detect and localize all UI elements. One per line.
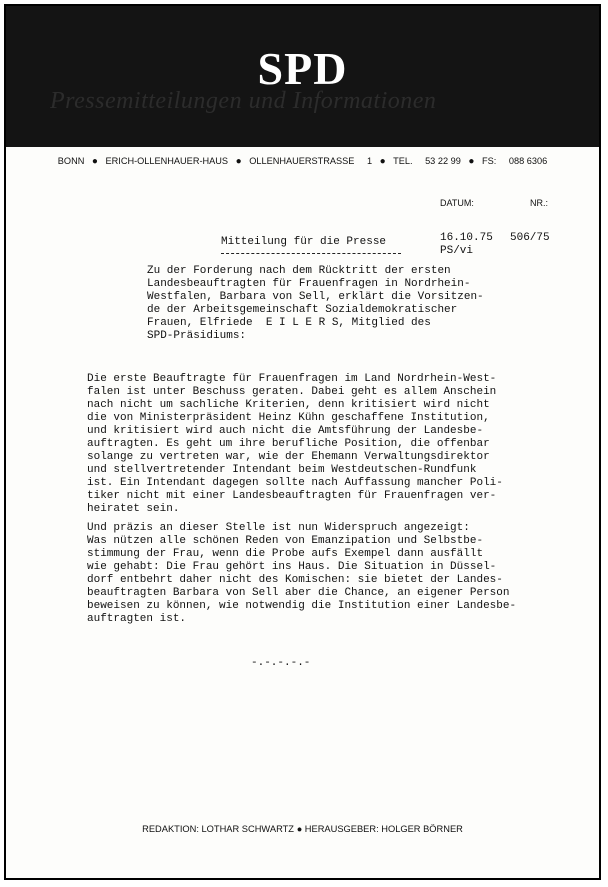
body-line: nach nicht um sachliche Kriterien, denn kritisiert wird nicht <box>87 399 490 411</box>
intro-line: Westfalen, Barbara von Sell, erklärt die Vorsitzen- <box>147 291 484 303</box>
body-line: beauftragten Barbara von Sell aber die Chance, an eigener Person <box>87 587 510 599</box>
datum-label: DATUM: <box>440 198 474 208</box>
body-line: auftragten. Es geht um ihre berufliche Position, die offenbar <box>87 438 490 450</box>
headline-underline <box>221 253 401 254</box>
footer <box>6 824 599 834</box>
press-release-page <box>4 4 601 880</box>
body-line: Was nützen alle schönen Reden von Emanzipation und Selbstbe- <box>87 535 484 547</box>
body-line: beweisen zu können, wie notwendig die Institution einer Landesbe- <box>87 600 517 612</box>
body-line: und kritisiert wird auch nicht die Amtsführung der Landesbe- <box>87 425 484 437</box>
date-value: 16.10.75 <box>440 232 493 244</box>
body-line: heiratet sein. <box>87 503 180 515</box>
bullet-icon: ● <box>296 824 303 834</box>
footer-redaktion: REDAKTION: LOTHAR SCHWARTZ <box>142 824 294 834</box>
intro-line: Landesbeauftragten für Frauenfragen in Nordrhein- <box>147 278 471 290</box>
address-line <box>6 156 599 167</box>
fs-number: 088 6306 <box>508 156 548 166</box>
end-mark: -.-.-.-.- <box>251 657 311 669</box>
body-line: die von Ministerpräsident Heinz Kühn geschaffene Institution, <box>87 412 490 424</box>
initials-value: PS/vi <box>440 245 474 257</box>
footer-herausgeber: HERAUSGEBER: HOLGER BÖRNER <box>304 824 463 834</box>
body-line: Und präzis an dieser Stelle ist nun Widerspruch angezeigt: <box>87 522 470 534</box>
paragraph-1 <box>87 373 503 516</box>
bullet-icon: ● <box>91 156 98 167</box>
headline: Mitteilung für die Presse <box>221 236 387 248</box>
address-building: ERICH-OLLENHAUER-HAUS <box>105 156 229 166</box>
body-line: tiker nicht mit einer Landesbeauftragten für Frauenfragen ver- <box>87 490 497 502</box>
intro-line: Zu der Forderung nach dem Rücktritt der ersten <box>147 265 451 277</box>
body-line: auftragten ist. <box>87 613 187 625</box>
nr-label: NR.: <box>530 198 548 208</box>
banner-subtitle: Pressemitteilungen und Informationen <box>50 88 437 114</box>
intro-block <box>147 265 484 343</box>
address-number: 1 <box>366 156 373 166</box>
tel-label: TEL. <box>393 156 413 166</box>
address-street: OLLENHAUERSTRASSE <box>249 156 355 166</box>
body-line: falen ist unter Beschuss geraten. Dabei geht es allem Anschein <box>87 386 497 398</box>
number-value: 506/75 <box>510 232 550 244</box>
body-line: und stellvertretender Intendant beim Westdeutschen-Rundfunk <box>87 464 477 476</box>
intro-line: SPD-Präsidiums: <box>147 330 247 342</box>
tel-number: 53 22 99 <box>425 156 461 166</box>
intro-line: Frauen, Elfriede E I L E R S, Mitglied des <box>147 317 431 329</box>
paragraph-2 <box>87 522 516 626</box>
bullet-icon: ● <box>468 156 475 167</box>
address-city: BONN <box>57 156 85 166</box>
bullet-icon: ● <box>379 156 386 167</box>
body-line: dorf entbehrt daher nicht des Komischen: sie bietet der Landes- <box>87 574 503 586</box>
body-line: ist. Ein Intendant dagegen sollte nach Auffassung mancher Poli- <box>87 477 503 489</box>
body-line: wie gehabt: Die Frau gehört ins Haus. Die Situation in Düssel- <box>87 561 497 573</box>
header-banner <box>6 6 599 147</box>
fs-label: FS: <box>482 156 497 166</box>
body-line: solange zu vertreten war, wie der Ehemann Verwaltungsdirektor <box>87 451 490 463</box>
spd-logo: SPD <box>257 43 348 94</box>
body-line: stimmung der Frau, wenn die Probe aufs Exempel dann ausfällt <box>87 548 484 560</box>
intro-line: de der Arbeitsgemeinschaft Sozialdemokratischer <box>147 304 458 316</box>
bullet-icon: ● <box>235 156 242 167</box>
body-line: Die erste Beauftragte für Frauenfragen im Land Nordrhein-West- <box>87 373 497 385</box>
